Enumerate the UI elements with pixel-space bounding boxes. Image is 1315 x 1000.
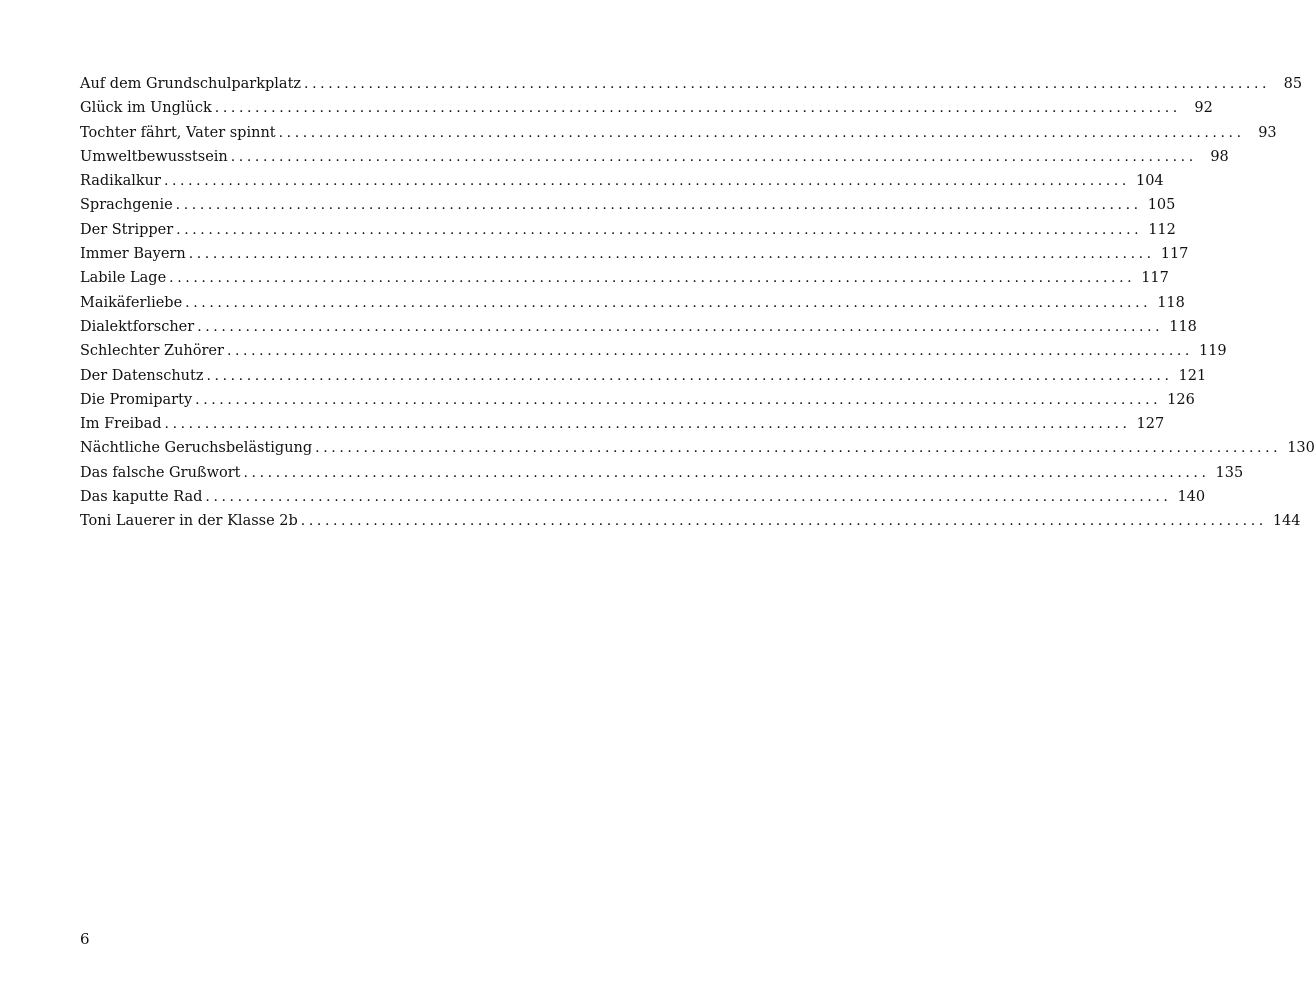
toc-entry xyxy=(80,485,1206,509)
toc-entry-page: 117 xyxy=(1141,270,1169,287)
toc-entry-title: Auf dem Grundschulparkplatz xyxy=(80,76,302,92)
toc-entry xyxy=(80,412,1165,436)
toc-entry xyxy=(80,72,1303,96)
toc-entry-page: 117 xyxy=(1160,246,1189,263)
dot-leader: ........................................................................................................................ xyxy=(164,416,1131,433)
toc-entry-page: 98 xyxy=(1210,148,1229,165)
toc-entry-title: Das kaputte Rad xyxy=(80,489,203,506)
toc-entry-page: 118 xyxy=(1169,318,1197,335)
toc-entry xyxy=(80,145,1229,169)
toc-entry-title: Das falsche Grußwort xyxy=(80,464,241,481)
toc-entry-title: Der Stripper xyxy=(80,221,174,238)
toc-entry-page: 112 xyxy=(1148,221,1176,238)
toc-entry-title: Dialektforscher xyxy=(80,318,195,335)
dot-leader: ........................................................................................................................ xyxy=(214,100,1181,117)
toc-entry xyxy=(80,242,1189,266)
dot-leader: ........................................................................................................................ xyxy=(206,367,1173,384)
toc-entry-title: Immer Bayern xyxy=(80,246,186,263)
toc-entry-page: 130 xyxy=(1287,440,1315,457)
dot-leader: ........................................................................................................................ xyxy=(185,294,1152,311)
toc-entry-page: 92 xyxy=(1194,100,1213,117)
toc-entry xyxy=(80,218,1176,242)
toc-entry-title: Der Datenschutz xyxy=(80,367,204,384)
toc-entry-title: Maikäferliebe xyxy=(80,294,183,311)
toc-entry-page: 93 xyxy=(1258,124,1277,141)
dot-leader: ........................................................................................................................ xyxy=(176,221,1143,238)
dot-leader: ........................................................................................................................ xyxy=(278,124,1245,141)
toc-entry xyxy=(80,193,1176,217)
dot-leader: ........................................................................................................................ xyxy=(226,343,1193,360)
toc-entry xyxy=(80,266,1169,290)
toc-entry-page: 135 xyxy=(1215,464,1244,481)
toc-entry-title: Umweltbewusstsein xyxy=(80,148,228,165)
toc-entry-page: 104 xyxy=(1135,173,1164,190)
dot-leader: ........................................................................................................................ xyxy=(188,246,1155,263)
toc-entry xyxy=(80,436,1315,460)
dot-leader: ........................................................................................................................ xyxy=(195,391,1162,408)
toc-entry xyxy=(80,461,1244,485)
toc-entry-title: Tochter fährt, Vater spinnt xyxy=(80,124,276,141)
toc-entry-title: Labile Lage xyxy=(80,270,167,287)
toc-entry-title: Die Promiparty xyxy=(80,391,193,408)
toc-entry xyxy=(80,315,1197,339)
dot-leader: ........................................................................................................................ xyxy=(315,440,1282,457)
toc-entry-title: Schlechter Zuhörer xyxy=(80,343,224,360)
toc-entry xyxy=(80,96,1213,120)
toc-entry-page: 121 xyxy=(1178,367,1207,384)
dot-leader: ........................................................................................................................ xyxy=(205,489,1172,506)
toc-entry xyxy=(80,121,1277,145)
toc-entry-title: Glück im Unglück xyxy=(80,100,212,117)
toc-entry-title: Sprachgenie xyxy=(80,197,173,214)
dot-leader: ........................................................................................................................ xyxy=(230,148,1197,165)
toc-entry-page: 119 xyxy=(1198,343,1227,360)
page-number: 6 xyxy=(80,930,90,948)
toc-entry-title: Radikalkur xyxy=(80,173,161,190)
toc-entry-page: 127 xyxy=(1136,416,1165,433)
table-of-contents xyxy=(80,72,1315,534)
dot-leader: ........................................................................................................................ xyxy=(169,270,1136,287)
dot-leader: ........................................................................................................................ xyxy=(243,464,1210,481)
toc-entry-page: 126 xyxy=(1167,391,1195,408)
dot-leader: ........................................................................................................................ xyxy=(300,513,1267,530)
dot-leader: ........................................................................................................................ xyxy=(163,173,1130,190)
toc-entry-page: 105 xyxy=(1147,197,1176,214)
toc-entry-page: 118 xyxy=(1157,294,1185,311)
toc-entry-title: Im Freibad xyxy=(80,416,162,433)
toc-entry xyxy=(80,169,1164,193)
toc-entry-page: 85 xyxy=(1283,76,1303,92)
toc-entry xyxy=(80,291,1185,315)
toc-entry xyxy=(80,509,1301,533)
dot-leader: ........................................................................................................................ xyxy=(304,76,1271,92)
dot-leader: ........................................................................................................................ xyxy=(197,318,1164,335)
toc-entry-title: Nächtliche Geruchsbelästigung xyxy=(80,440,313,457)
dot-leader: ........................................................................................................................ xyxy=(175,197,1142,214)
toc-entry xyxy=(80,388,1195,412)
toc-entry xyxy=(80,364,1207,388)
toc-entry-page: 140 xyxy=(1177,489,1206,506)
toc-entry-title: Toni Lauerer in der Klasse 2b xyxy=(80,513,298,530)
toc-entry-page: 144 xyxy=(1272,513,1301,530)
toc-entry xyxy=(80,339,1227,363)
